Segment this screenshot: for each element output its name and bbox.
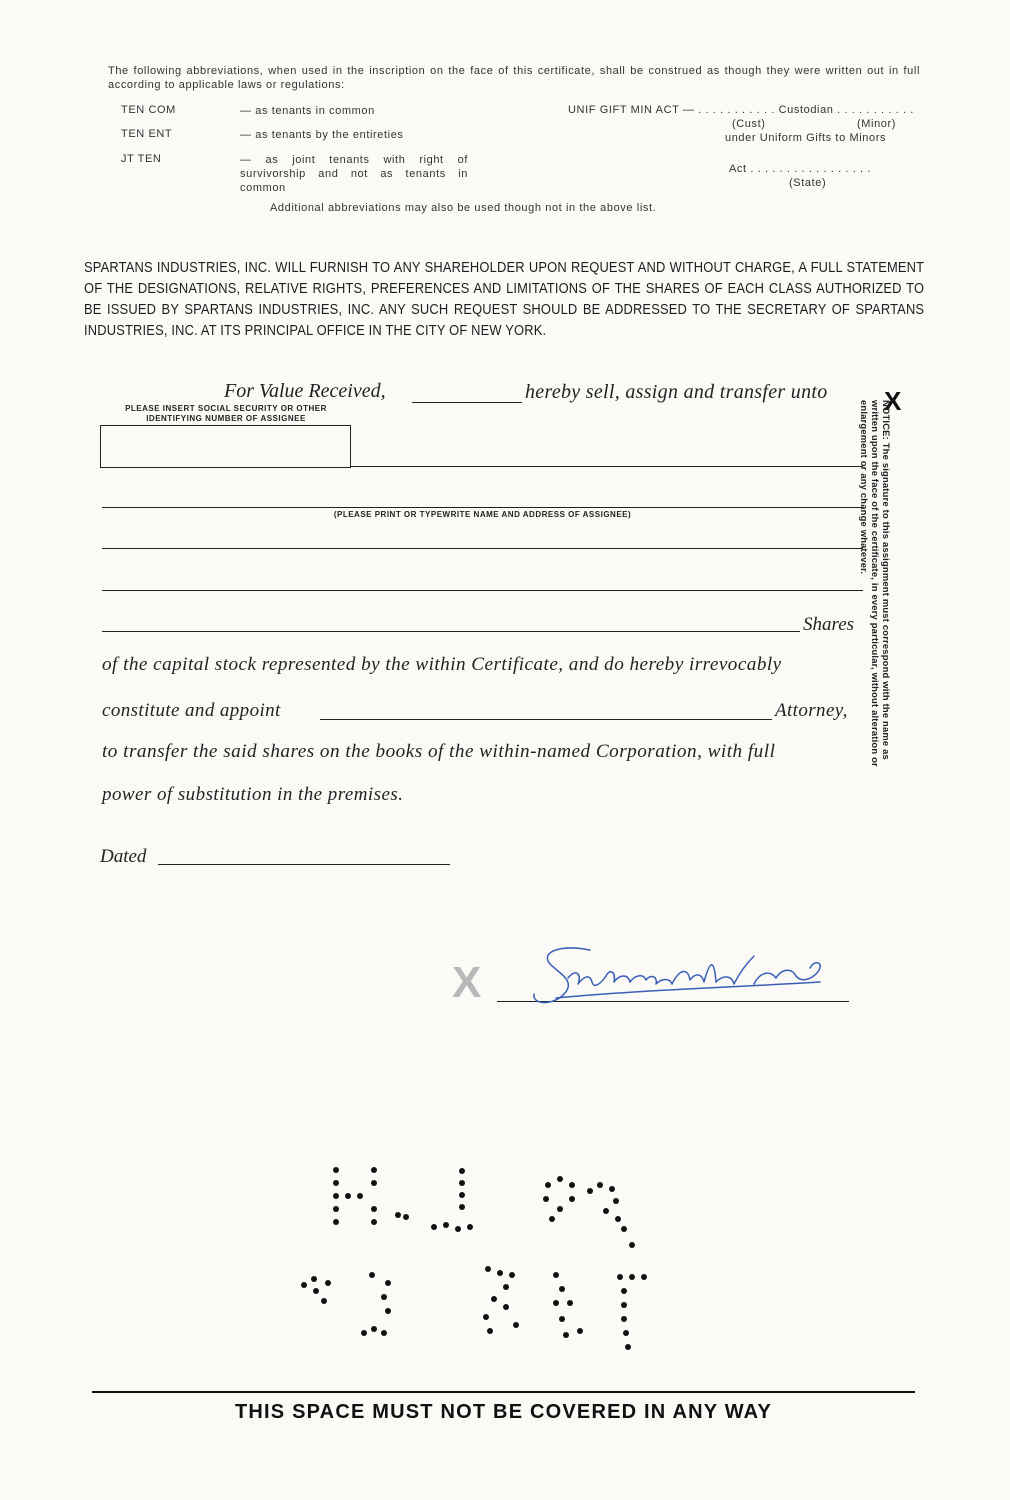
assignee-line-4[interactable]: [102, 590, 863, 591]
abbreviations-intro: The following abbreviations, when used in the inscription on the face of this certificate, shall be construed as though they were written out in full according to applicable laws or regulations:: [108, 65, 920, 91]
capital-stock-text: of the capital stock represented by the within Certificate, and do hereby irrevocably: [102, 654, 782, 675]
signature-drawing: [520, 925, 850, 1018]
hereby-transfer: hereby sell, assign and transfer unto: [525, 381, 828, 403]
furnish-statement: SPARTANS INDUSTRIES, INC. WILL FURNISH TO ANY SHAREHOLDER UPON REQUEST AND WITHOUT CHARGE, A FULL STATEMENT OF THE DESIGNATIONS, RELATIVE RIGHTS, PREFERENCES AND LIMITATIONS OF THE SHARES OF EACH CLASS AUTHORIZED TO BE ISSUED BY SPARTANS INDUSTRIES, INC. ANY SUCH REQUEST SHOULD BE ADDRESSED TO THE SECRETARY OF SPARTANS INDUSTRIES, INC. AT ITS PRINCIPAL OFFICE IN THE CITY OF NEW YORK.: [84, 259, 925, 339]
perforation-cancel-mark: [290, 1155, 670, 1355]
attorney-label: Attorney,: [775, 700, 848, 721]
shares-line[interactable]: [102, 631, 800, 632]
assignor-line[interactable]: [412, 402, 522, 403]
dated-label: Dated: [100, 846, 147, 867]
signature: [520, 925, 850, 1018]
constitute-text: constitute and appoint: [102, 700, 281, 721]
perforation-dots: [290, 1155, 670, 1355]
unif-gift-line: UNIF GIFT MIN ACT — . . . . . . . . . . . Custodian . . . . . . . . . . .: [568, 104, 914, 116]
unif-gift-minor: (Minor): [857, 118, 897, 130]
perforation-line-2: [290, 1157, 294, 1158]
bottom-note: THIS SPACE MUST NOT BE COVERED IN ANY WAY: [234, 1401, 773, 1423]
perforation-line-1: [290, 1155, 294, 1156]
additional-abbreviations: Additional abbreviations may also be used though not in the above list.: [270, 202, 657, 214]
bottom-rule: [92, 1391, 915, 1393]
unif-gift-cust: (Cust): [732, 118, 766, 130]
abbr-ten-ent-meaning: — as tenants by the entireties: [240, 129, 404, 141]
print-name-label: (PLEASE PRINT OR TYPEWRITE NAME AND ADDRESS OF ASSIGNEE): [333, 510, 632, 519]
abbr-ten-ent: TEN ENT: [121, 128, 173, 140]
assignee-line-3[interactable]: [102, 548, 863, 549]
assignee-line-2[interactable]: [102, 507, 863, 508]
abbr-ten-com: TEN COM: [121, 104, 176, 116]
unif-gift-act: Act . . . . . . . . . . . . . . . . .: [729, 163, 872, 175]
unif-gift-under: under Uniform Gifts to Minors: [725, 132, 887, 144]
signature-text: Sondueri Ho: [520, 925, 609, 942]
power-text: power of substitution in the premises.: [102, 784, 404, 805]
abbr-jt-ten: JT TEN: [121, 153, 162, 165]
ssn-box[interactable]: [100, 425, 351, 468]
abbr-ten-com-meaning: — as tenants in common: [240, 105, 375, 117]
unif-gift-state: (State): [789, 177, 827, 189]
dated-line[interactable]: [158, 864, 450, 865]
assignee-line-1[interactable]: [350, 466, 863, 467]
attorney-line[interactable]: [320, 719, 772, 720]
for-value-received: For Value Received,: [224, 380, 386, 402]
transfer-text: to transfer the said shares on the books of the within-named Corporation, with full: [102, 741, 776, 762]
abbr-jt-ten-meaning: — as joint tenants with right of survivorship and not as tenants in common: [240, 154, 468, 194]
signature-x-mark: X: [452, 958, 482, 1007]
ssn-label: PLEASE INSERT SOCIAL SECURITY OR OTHER IDENTIFYING NUMBER OF ASSIGNEE: [125, 404, 327, 423]
shares-label: Shares: [803, 614, 855, 635]
notice-x-mark: X: [884, 386, 902, 416]
notice-text: NOTICE: The signature to this assignment must correspond with the name as written upon the face of the certificate, in every particular, without alteration or enlargement or any change whatever.: [859, 400, 892, 767]
